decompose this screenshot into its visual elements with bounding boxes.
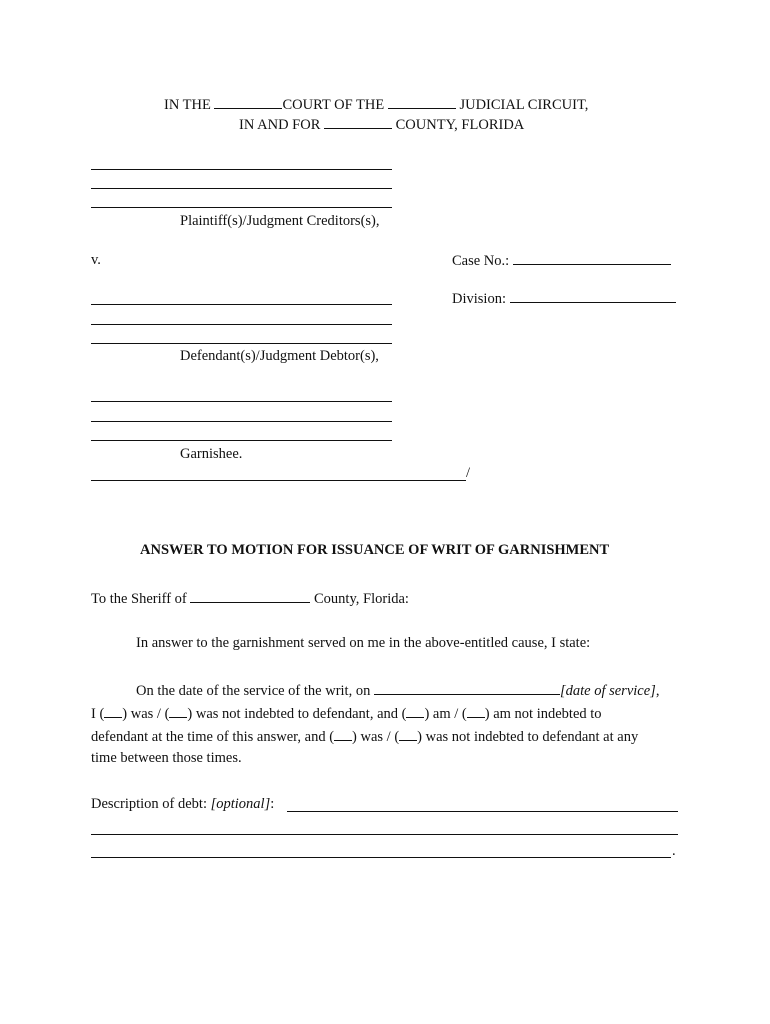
court-header-line-1 (164, 94, 588, 114)
court-header-line-2 (239, 114, 524, 134)
salutation-county-florida: County, Florida: (314, 591, 409, 607)
text-was-not-indebted-any: ) was not indebted to defendant at any (417, 729, 639, 745)
caption-closing-line (91, 480, 466, 481)
date-of-service-field[interactable] (374, 680, 560, 695)
document-title: ANSWER TO MOTION FOR ISSUANCE OF WRIT OF GARNISHMENT (140, 542, 610, 558)
text-i-open: I ( (91, 706, 105, 722)
was-indebted-checkbox[interactable] (104, 703, 122, 718)
plaintiff-line-1[interactable] (91, 169, 392, 170)
paragraph-line-2 (91, 703, 602, 723)
county-name-blank[interactable] (324, 114, 392, 129)
court-name-blank[interactable] (214, 94, 282, 109)
plaintiff-line-3[interactable] (91, 207, 392, 208)
paragraph-line-1 (136, 680, 659, 700)
salutation-row (91, 588, 409, 608)
service-date-text: On the date of the service of the writ, on (136, 683, 371, 699)
text-time-of-answer: defendant at the time of this answer, and ( (91, 729, 335, 745)
text-was: ) was / ( (122, 706, 170, 722)
caption-slash: / (466, 465, 471, 481)
garnishee-line-3[interactable] (91, 440, 392, 441)
debt-description-label: Description of debt: (91, 796, 207, 812)
circuit-number-blank[interactable] (388, 94, 456, 109)
answer-intro: In answer to the garnishment served on me in the above-entitled cause, I state: (136, 635, 591, 651)
comma: , (655, 683, 660, 699)
garnishee-line-1[interactable] (91, 401, 392, 402)
defendant-line-1[interactable] (91, 304, 392, 305)
salutation-sheriff-of: To the Sheriff of (91, 591, 187, 607)
header-county-florida: COUNTY, FLORIDA (395, 117, 525, 133)
plaintiff-label: Plaintiff(s)/Judgment Creditors(s), (180, 213, 380, 229)
garnishee-line-2[interactable] (91, 421, 392, 422)
header-in-the: IN THE (164, 97, 211, 113)
case-number-field[interactable] (513, 250, 671, 265)
sheriff-county-field[interactable] (190, 588, 310, 603)
debt-description-field-2[interactable] (91, 834, 678, 835)
defendant-line-3[interactable] (91, 343, 392, 344)
header-court-of-the: COURT OF THE (282, 97, 385, 113)
text-am-not-indebted: ) am not indebted to (484, 706, 602, 722)
debt-colon: : (270, 796, 275, 812)
text-am: ) am / ( (424, 706, 467, 722)
division-label: Division: (452, 291, 506, 307)
am-not-indebted-checkbox[interactable] (467, 703, 485, 718)
case-number-label: Case No.: (452, 253, 510, 269)
header-judicial-circuit: JUDICIAL CIRCUIT, (459, 97, 589, 113)
was-indebted-between-checkbox[interactable] (334, 726, 352, 741)
plaintiff-line-2[interactable] (91, 188, 392, 189)
was-not-indebted-between-checkbox[interactable] (399, 726, 417, 741)
case-number-row (452, 250, 671, 270)
paragraph-line-3 (91, 726, 638, 746)
defendant-line-2[interactable] (91, 324, 392, 325)
debt-description-field-1[interactable] (287, 811, 678, 812)
defendant-label: Defendant(s)/Judgment Debtor(s), (180, 348, 379, 364)
garnishee-label: Garnishee. (180, 446, 243, 462)
date-of-service-hint: [date of service] (559, 683, 656, 699)
text-was-not-indebted: ) was not indebted to defendant, and ( (187, 706, 407, 722)
am-indebted-checkbox[interactable] (406, 703, 424, 718)
was-not-indebted-checkbox[interactable] (169, 703, 187, 718)
text-was-2: ) was / ( (352, 729, 400, 745)
versus-label: v. (91, 252, 101, 268)
paragraph-line-4: time between those times. (91, 750, 242, 766)
header-in-and-for: IN AND FOR (239, 117, 321, 133)
debt-description-field-3[interactable] (91, 857, 671, 858)
debt-optional-hint: [optional] (210, 796, 271, 812)
division-field[interactable] (510, 288, 676, 303)
division-row (452, 288, 676, 308)
debt-period: . (672, 843, 676, 859)
debt-description-row (91, 795, 274, 813)
